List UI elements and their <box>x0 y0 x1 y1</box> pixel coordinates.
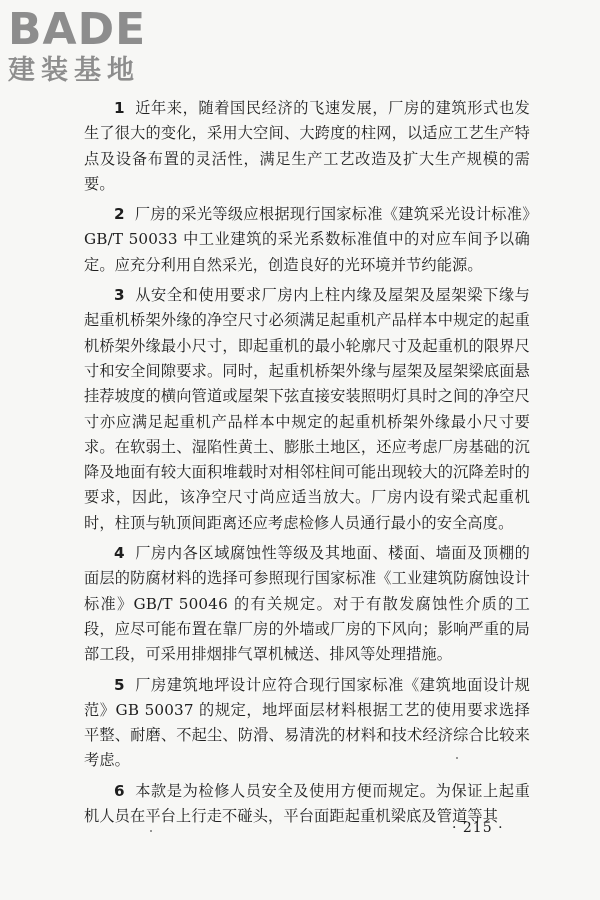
bade-logo <box>8 6 178 94</box>
clause-text: 厂房的采光等级应根据现行国家标准《建筑采光设计标准》GB/T 50033 中工业建筑的采光系数标准值中的对应车间予以确定。应充分利用自然采光，创造良好的光环境并节约能源。 <box>84 205 530 274</box>
clause-text: 厂房内各区域腐蚀性等级及其地面、楼面、墙面及顶棚的面层的防腐材料的选择可参照现行国家标准《工业建筑防腐蚀设计标准》GB/T 50046 的有关规定。对于有散发腐蚀性介质的工段，应尽可能布置在靠厂房的外墙或厂房的下风向；影响严重的局部工段，可采用排烟排气罩机械送、排风等处理措施。 <box>84 544 530 664</box>
clause-2 <box>84 202 530 278</box>
clause-number: 2 <box>114 205 125 224</box>
clause-4 <box>84 541 530 667</box>
clause-3 <box>84 283 530 536</box>
clause-number: 6 <box>114 781 125 800</box>
clause-5 <box>84 673 530 774</box>
clause-number: 5 <box>114 675 125 694</box>
page-number: · 215 · <box>452 820 504 836</box>
clause-number: 4 <box>114 544 125 563</box>
clause-number: 3 <box>114 286 125 305</box>
clause-text: 近年来，随着国民经济的飞速发展，厂房的建筑形式也发生了很大的变化，采用大空间、大跨度的柱网，以适应工艺生产特点及设备布置的灵活性，满足生产工艺改造及扩大生产规模的需要。 <box>84 99 530 193</box>
clause-text: 从安全和使用要求厂房内上柱内缘及屋架及屋架梁下缘与起重机桥架外缘的净空尺寸必须满足起重机产品样本中规定的起重机桥架外缘最小尺寸，即起重机的最小轮廓尺寸及起重机的限界尺寸和安全间隙要求。同时，起重机桥架外缘与屋架及屋架梁底面悬挂荐坡度的横向管道或屋架下弦直接安装照明灯具时之间的净空尺寸亦应满足起重机产品样本中规定的起重机桥架外缘最小尺寸要求。在软弱土、湿陷性黄土、膨胀土地区，还应考虑厂房基础的沉降及地面有较大面积堆载时对相邻柱间可能出现较大的沉降差时的要求，因此，该净空尺寸尚应适当放大。厂房内设有梁式起重机时，柱顶与轨顶间距离还应考虑检修人员通行最小的安全高度。 <box>84 286 530 532</box>
clause-text: 厂房建筑地坪设计应符合现行国家标准《建筑地面设计规范》GB 50037 的规定，地坪面层材料根据工艺的使用要求选择平整、耐磨、不起尘、防滑、易清洗的材料和技术经济综合比较来考虑。 <box>84 675 530 770</box>
logo-subtitle-text: 建装基地 <box>8 55 140 86</box>
scan-speck <box>456 757 458 759</box>
scan-speck <box>150 830 152 832</box>
clause-number: 1 <box>114 99 125 117</box>
document-body <box>84 96 530 834</box>
logo-brand-text: BADE <box>8 4 147 55</box>
clause-text: 本款是为检修人员安全及使用方便而规定。为保证上起重机人员在平台上行走不碰头，平台面距起重机梁底及管道等其 <box>84 781 530 826</box>
clause-1 <box>84 96 530 197</box>
